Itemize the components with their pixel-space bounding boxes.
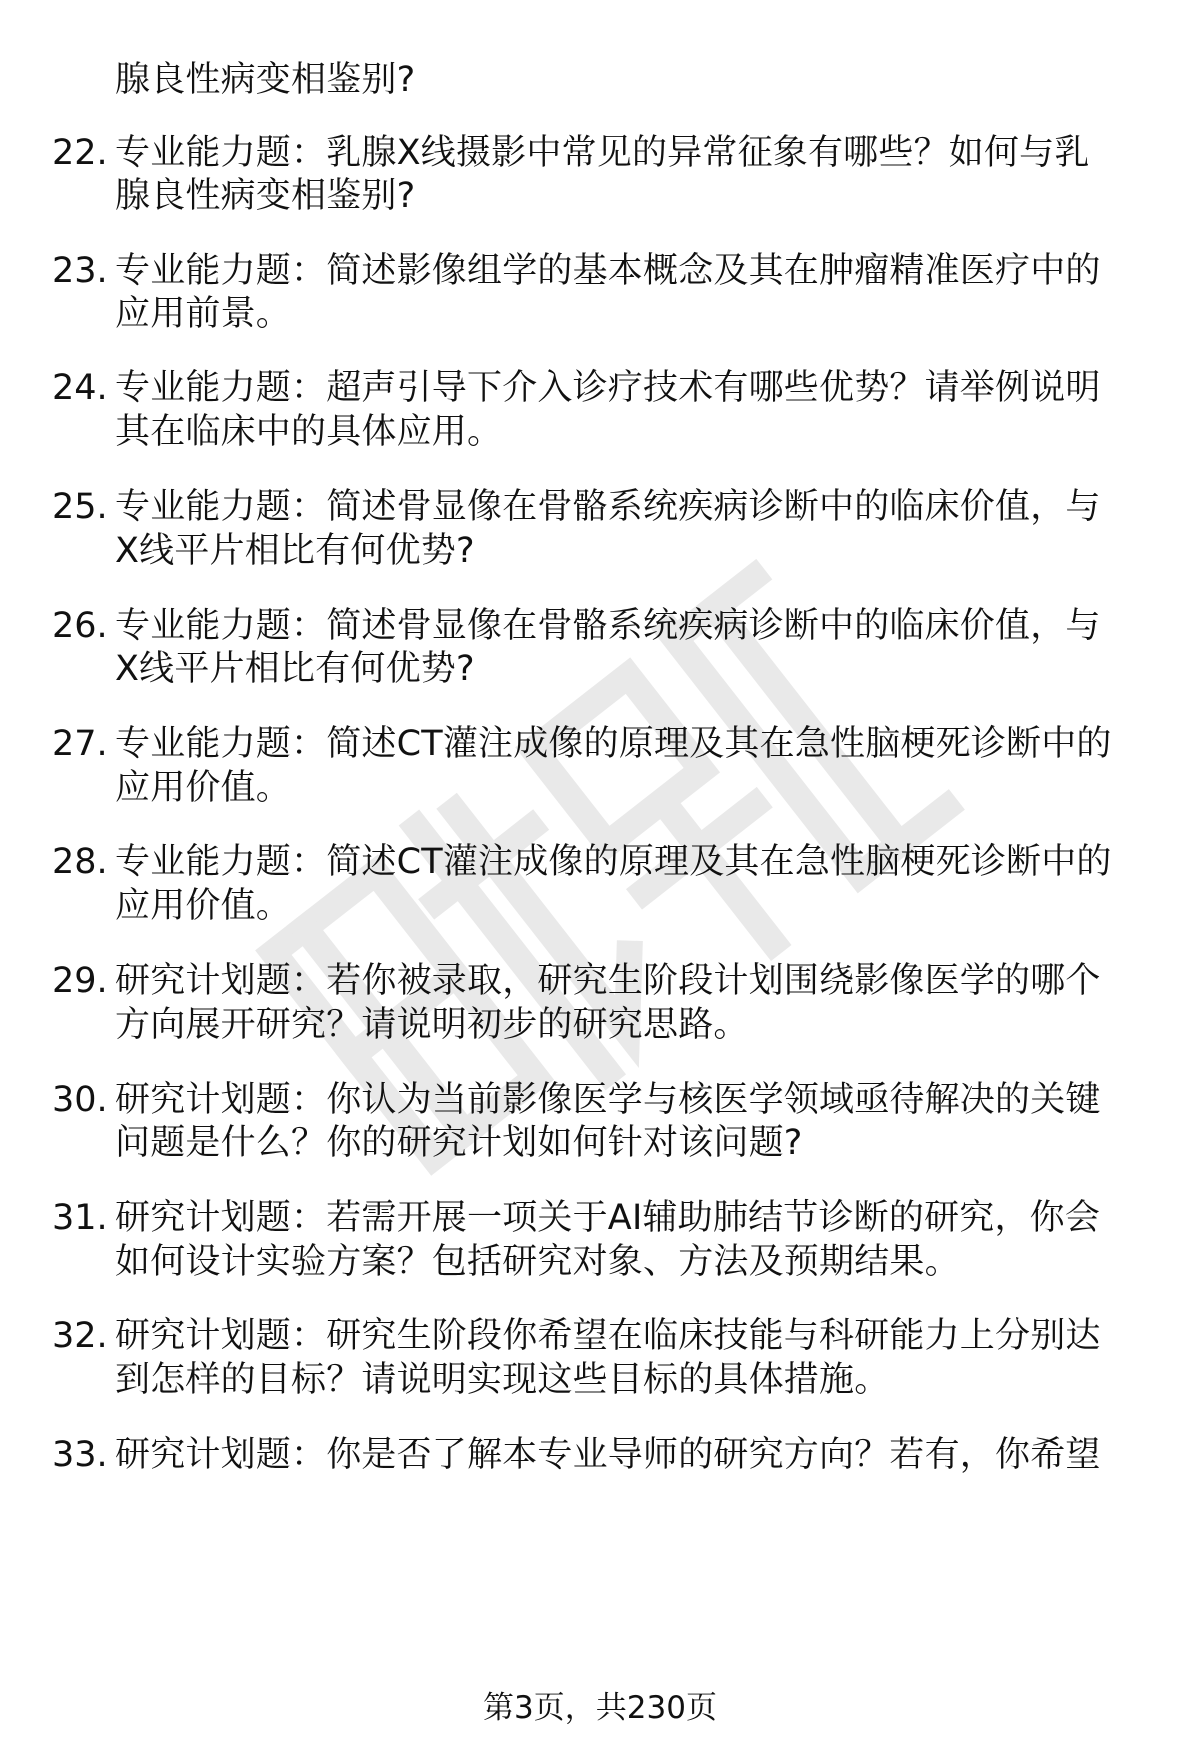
question-text-line: 研究计划题：你认为当前影像医学与核医学领域亟待解决的关键	[115, 1080, 1101, 1120]
question-number: 31.	[52, 1198, 108, 1238]
question-text-line: X线平片相比有何优势?	[115, 649, 475, 689]
question-number: 23.	[52, 251, 108, 291]
question-text-line: 如何设计实验方案？包括研究对象、方法及预期结果。	[115, 1242, 960, 1282]
question-text-line: 其在临床中的具体应用。	[115, 412, 503, 452]
question-text-line: 研究计划题：研究生阶段你希望在临床技能与科研能力上分别达	[115, 1316, 1101, 1356]
question-number: 24.	[52, 368, 108, 408]
question-text-line: 专业能力题：乳腺X线摄影中常见的异常征象有哪些？如何与乳	[115, 133, 1090, 173]
question-text-line: 应用价值。	[115, 768, 292, 808]
question-text-line: 专业能力题：简述影像组学的基本概念及其在肿瘤精准医疗中的	[115, 251, 1101, 291]
question-text-line: 腺良性病变相鉴别?	[115, 176, 416, 216]
question-text-line: 专业能力题：简述骨显像在骨骼系统疾病诊断中的临床价值，与	[115, 487, 1101, 527]
question-continuation-line: 腺良性病变相鉴别?	[115, 60, 416, 100]
question-text-line: 专业能力题：简述骨显像在骨骼系统疾病诊断中的临床价值，与	[115, 606, 1101, 646]
question-text-line: 专业能力题：简述CT灌注成像的原理及其在急性脑梗死诊断中的	[115, 724, 1112, 764]
question-number: 27.	[52, 724, 108, 764]
question-text-line: 研究计划题：若需开展一项关于AI辅助肺结节诊断的研究，你会	[115, 1198, 1101, 1238]
question-number: 29.	[52, 961, 108, 1001]
question-text-line: 方向展开研究？请说明初步的研究思路。	[115, 1005, 749, 1045]
question-text-line: 应用价值。	[115, 886, 292, 926]
question-number: 26.	[52, 606, 108, 646]
question-text-line: 专业能力题：简述CT灌注成像的原理及其在急性脑梗死诊断中的	[115, 842, 1112, 882]
question-text-line: 研究计划题：你是否了解本专业导师的研究方向？若有，你希望	[115, 1435, 1101, 1475]
question-number: 22.	[52, 133, 108, 173]
question-text-line: 应用前景。	[115, 294, 292, 334]
question-text-line: 问题是什么？你的研究计划如何针对该问题?	[115, 1123, 803, 1163]
question-number: 33.	[52, 1435, 108, 1475]
question-text-line: 专业能力题：超声引导下介入诊疗技术有哪些优势？请举例说明	[115, 368, 1101, 408]
question-number: 32.	[52, 1316, 108, 1356]
question-text-line: 研究计划题：若你被录取，研究生阶段计划围绕影像医学的哪个	[115, 961, 1101, 1001]
question-number: 28.	[52, 842, 108, 882]
question-text-line: 到怎样的目标？请说明实现这些目标的具体措施。	[115, 1360, 890, 1400]
page-number-footer: 第3页，共230页	[483, 1690, 717, 1726]
question-number: 25.	[52, 487, 108, 527]
question-number: 30.	[52, 1080, 108, 1120]
question-text-line: X线平片相比有何优势?	[115, 531, 475, 571]
